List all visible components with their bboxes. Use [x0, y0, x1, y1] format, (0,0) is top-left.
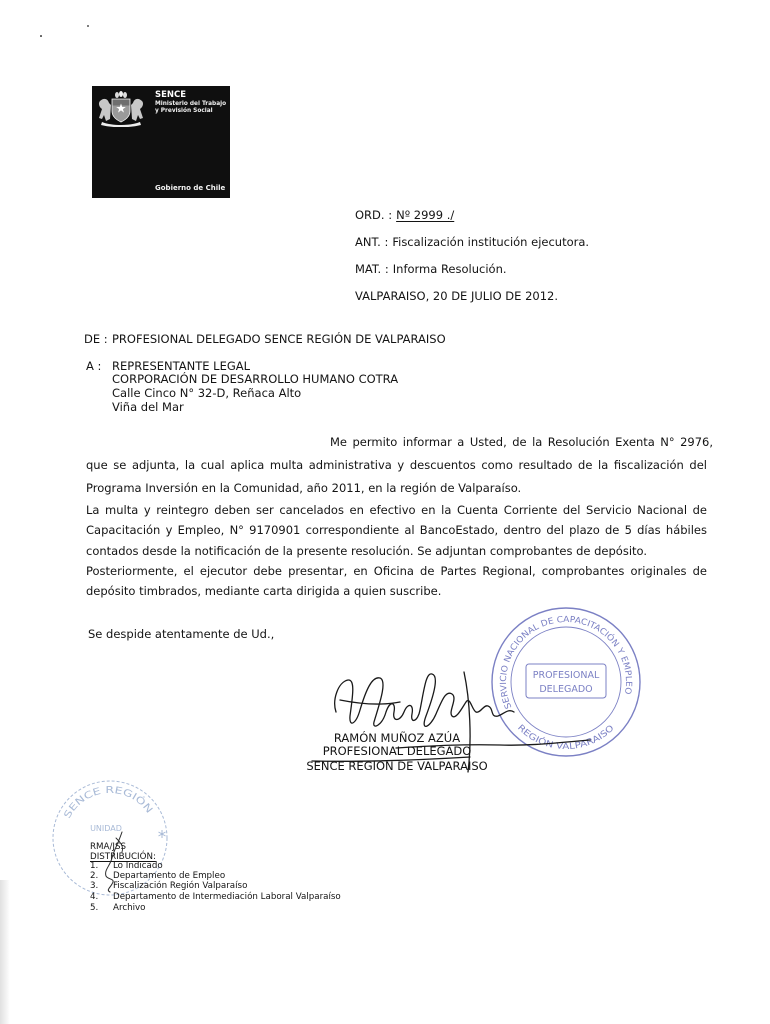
agency-name: SENCE: [155, 90, 187, 100]
office-stamp-center-line: UNIDAD: [90, 824, 122, 833]
mat-field: [355, 262, 507, 276]
distribution-number: 2.: [90, 871, 99, 881]
ministry-line-2: y Previsión Social: [155, 108, 213, 114]
from-value: PROFESIONAL DELEGADO SENCE REGIÓN DE VALPARAISO: [112, 332, 446, 346]
distribution-item: [90, 903, 145, 913]
from-label: DE :: [84, 332, 108, 346]
body-line: Posteriormente, el ejecutor debe presentar, en Oficina de Partes Regional, comprobantes originales de: [86, 564, 707, 578]
stamp-ring-top-text: SERVICIO NACIONAL DE CAPACITACIÓN Y EMPLEO: [498, 614, 634, 711]
scan-edge-shadow: [0, 880, 10, 1024]
stamp-center-line-1: PROFESIONAL: [532, 670, 600, 681]
distribution-text: Archivo: [113, 903, 146, 913]
star-icon: [159, 830, 166, 838]
recipient-line: Viña del Mar: [112, 400, 184, 414]
distribution-label: DISTRIBUCIÓN:: [90, 852, 156, 862]
distribution-text: Departamento de Intermediación Laboral Valparaíso: [113, 892, 341, 902]
ant-field: [355, 235, 589, 249]
body-line: depósito timbrados, mediante carta dirigida a quien suscribe.: [86, 584, 442, 598]
ord-field: [355, 208, 454, 222]
closing: Se despide atentamente de Ud.,: [88, 627, 275, 641]
stamp-ring-bottom-text: REGIÓN VALPARAISO: [515, 722, 616, 753]
ord-number: Nº 2999 ./: [396, 208, 455, 222]
body-line: La multa y reintegro deben ser cancelados en efectivo en la Cuenta Corriente del Servicio Nacional de: [86, 503, 707, 517]
distribution-number: 3.: [90, 881, 99, 891]
mat-label: MAT. :: [355, 262, 389, 276]
chile-coat-of-arms-icon: [96, 91, 146, 127]
body-line: que se adjunta, la cual aplica multa administrativa y descuentos como resultado de la fiscalización del: [86, 458, 707, 472]
ant-label: ANT. :: [355, 235, 389, 249]
signatory-unit: SENCE REGION DE VALPARAISO: [306, 759, 488, 773]
stamp-center-line-2: DELEGADO: [539, 684, 593, 695]
distribution-number: 5.: [90, 903, 99, 913]
body-line: contados desde la notificación de la presente resolución. Se adjuntan comprobantes de depósito.: [86, 544, 648, 558]
distribution-text: Departamento de Empleo: [113, 871, 226, 881]
sence-logo: [92, 86, 230, 198]
ord-label: ORD. :: [355, 208, 393, 222]
ant-value: Fiscalización institución ejecutora.: [392, 235, 590, 249]
government-label: Gobierno de Chile: [155, 184, 226, 192]
body-line: Me permito informar a Usted, de la Resolución Exenta N° 2976,: [330, 435, 713, 449]
typist-initials: RMA/JSS: [90, 842, 126, 852]
scan-speck: [87, 25, 89, 27]
recipient-line: REPRESENTANTE LEGAL: [112, 359, 251, 373]
handwritten-check-mark: [80, 826, 140, 896]
ministry-line-1: Ministerio del Trabajo: [155, 101, 227, 107]
body-line: Capacitación y Empleo, N° 9170901 correspondiente al BancoEstado, dentro del plazo de 5 días hábiles: [86, 523, 707, 537]
distribution-number: 4.: [90, 892, 99, 902]
scan-speck: [40, 35, 42, 37]
body-line: Programa Inversión en la Comunidad, año 2011, en la región de Valparaíso.: [86, 481, 522, 495]
signatory-name: RAMÓN MUÑOZ AZÚA: [333, 731, 461, 745]
office-stamp-ring-top-text: SENCE REGIÓN: [62, 784, 154, 821]
to-label: A :: [86, 359, 102, 373]
recipient-line: Calle Cinco N° 32-D, Reñaca Alto: [112, 386, 302, 400]
signatory-title: PROFESIONAL DELEGADO: [322, 744, 472, 758]
distribution-number: 1.: [90, 861, 99, 871]
place-date: VALPARAISO, 20 DE JULIO DE 2012.: [355, 289, 558, 303]
distribution-text: Fiscalización Región Valparaíso: [113, 881, 248, 891]
recipient-line: CORPORACIÓN DE DESARROLLO HUMANO COTRA: [112, 372, 399, 386]
mat-value: Informa Resolución.: [392, 262, 507, 276]
distribution-text: Lo Indicado: [113, 861, 163, 871]
